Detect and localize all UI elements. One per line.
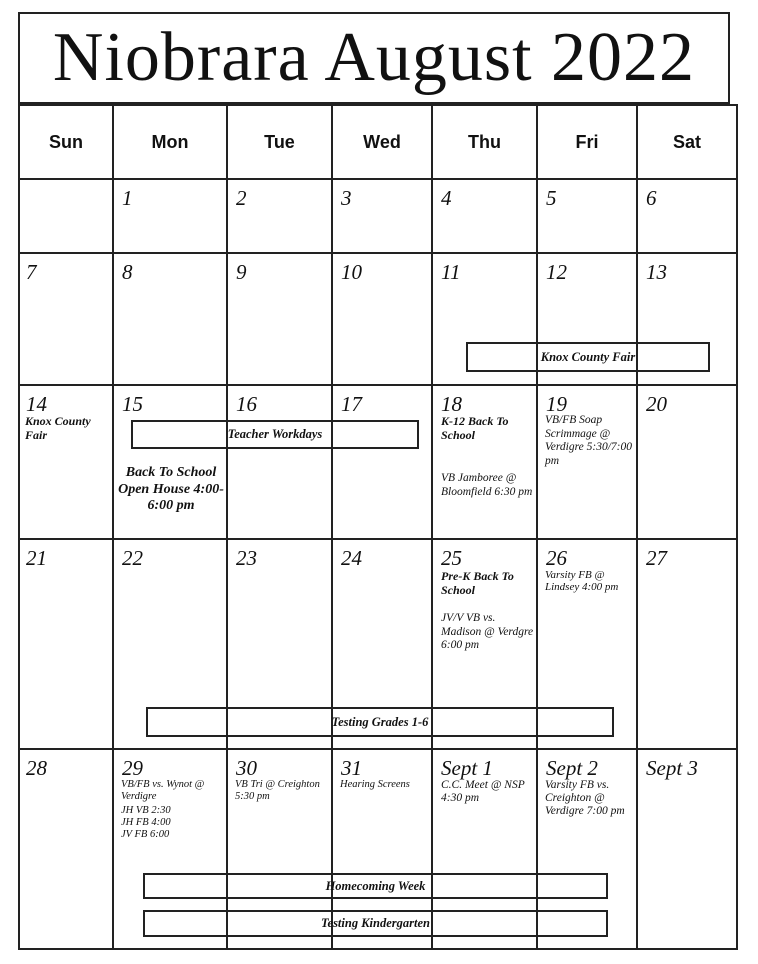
day-number: 13 <box>646 260 667 284</box>
event-bar-knox-county-fair: Knox County Fair <box>466 342 710 372</box>
day-number: 25 <box>441 546 462 570</box>
grid-line <box>18 538 738 540</box>
day-number: 6 <box>646 186 657 210</box>
event-varsity-fb-creighton: Varsity FB vs. Creighton @ Verdigre 7:00 pm <box>545 779 625 817</box>
event-jh-fb: JH FB 4:00 <box>121 817 171 828</box>
grid-line <box>112 104 114 950</box>
day-number: 30 <box>236 756 257 780</box>
grid-line <box>18 748 738 750</box>
day-number: 18 <box>441 392 462 416</box>
event-hearing-screens: Hearing Screens <box>340 779 410 790</box>
weekday-tue: Tue <box>264 132 295 152</box>
calendar-title-box <box>18 12 730 104</box>
calendar-title: Niobrara August 2022 <box>52 19 696 96</box>
event-knox-county-fair: Knox County Fair <box>25 414 91 442</box>
grid-line <box>636 104 638 950</box>
day-number: 7 <box>26 260 37 284</box>
day-number: 14 <box>26 392 47 416</box>
day-number: 20 <box>646 392 667 416</box>
day-number: Sept 2 <box>546 756 598 780</box>
day-number: 27 <box>646 546 667 570</box>
event-varsity-fb-lindsey: Varsity FB @ Lindsey 4:00 pm <box>545 569 619 593</box>
event-bar-homecoming-week: Homecoming Week <box>143 873 608 899</box>
day-number: 9 <box>236 260 247 284</box>
day-number: 2 <box>236 186 247 210</box>
event-prek-back-to-school: Pre-K Back To School <box>441 569 514 597</box>
grid-line <box>18 104 738 106</box>
day-number: 29 <box>122 756 143 780</box>
day-number: 11 <box>441 260 461 284</box>
event-cc-meet: C.C. Meet @ NSP 4:30 pm <box>441 779 525 804</box>
grid-line <box>431 104 433 950</box>
day-number: 15 <box>122 392 143 416</box>
day-number: 3 <box>341 186 352 210</box>
calendar-grid <box>18 104 738 950</box>
day-number: 10 <box>341 260 362 284</box>
day-number: 5 <box>546 186 557 210</box>
event-wynot: VB/FB vs. Wynot @ Verdigre <box>121 779 205 802</box>
grid-line <box>18 178 738 180</box>
day-number: 26 <box>546 546 567 570</box>
day-number: 16 <box>236 392 257 416</box>
event-bar-testing-grades: Testing Grades 1-6 <box>146 707 614 737</box>
day-number: 4 <box>441 186 452 210</box>
weekday-mon: Mon <box>151 132 189 152</box>
grid-line <box>18 252 738 254</box>
weekday-fri: Fri <box>575 132 599 152</box>
grid-line <box>331 104 333 950</box>
grid-line <box>226 104 228 950</box>
event-k12-back-to-school: K-12 Back To School <box>441 414 509 442</box>
grid-line <box>736 104 738 950</box>
grid-line <box>536 104 538 950</box>
event-bar-teacher-workdays: Teacher Workdays <box>131 420 419 449</box>
event-vb-jamboree: VB Jamboree @ Bloomfield 6:30 pm <box>441 472 533 498</box>
event-jv-fb: JV FB 6:00 <box>121 829 170 840</box>
event-jv-vb-madison: JV/V VB vs. Madison @ Verdgre 6:00 pm <box>441 612 534 651</box>
day-number: 21 <box>26 546 47 570</box>
event-soap-scrimmage: VB/FB Soap Scrimmage @ Verdigre 5:30/7:00 pm <box>545 414 632 467</box>
day-number: 22 <box>122 546 143 570</box>
day-number: 24 <box>341 546 362 570</box>
event-jh-vb: JH VB 2:30 <box>121 805 171 816</box>
day-number: 23 <box>236 546 257 570</box>
day-number: 12 <box>546 260 567 284</box>
day-number: 17 <box>341 392 362 416</box>
day-number: 28 <box>26 756 47 780</box>
day-number: 1 <box>122 186 133 210</box>
weekday-sat: Sat <box>672 132 701 152</box>
event-open-house: Back To School Open House 4:00-6:00 pm <box>118 465 224 513</box>
grid-line <box>18 104 20 950</box>
day-number: 31 <box>341 756 362 780</box>
grid-line <box>18 948 738 950</box>
day-number: 8 <box>122 260 133 284</box>
weekday-wed: Wed <box>363 132 401 152</box>
day-number: Sept 3 <box>646 756 698 780</box>
weekday-sun: Sun <box>49 132 83 152</box>
day-number: 19 <box>546 392 567 416</box>
weekday-thu: Thu <box>468 132 501 152</box>
event-vb-tri: VB Tri @ Creighton 5:30 pm <box>235 779 320 802</box>
grid-line <box>18 384 738 386</box>
day-number: Sept 1 <box>441 756 493 780</box>
event-bar-testing-kindergarten: Testing Kindergarten <box>143 910 608 937</box>
